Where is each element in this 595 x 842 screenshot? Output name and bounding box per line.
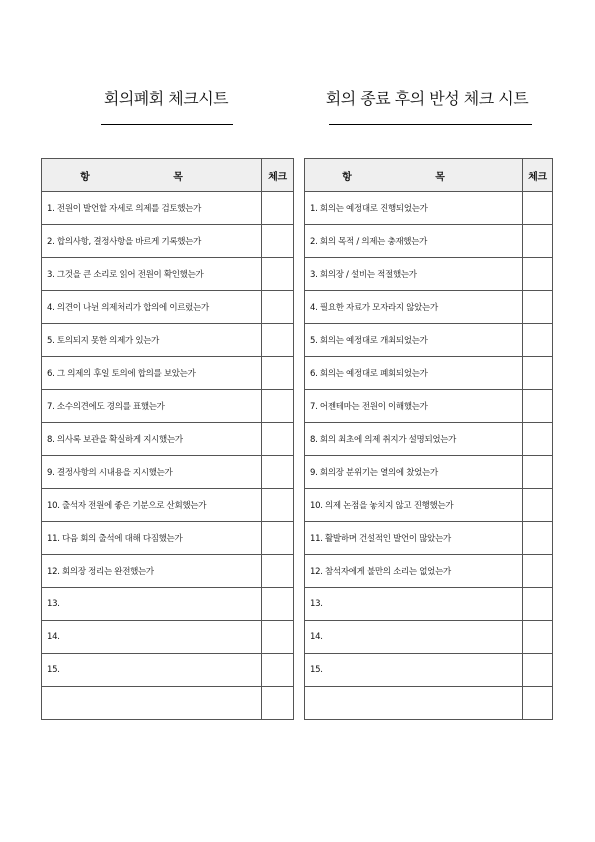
table-row [42,357,294,390]
checklist-item-text: 8. 의사록 보관을 확실하게 지시했는가 [42,423,262,456]
table-row [42,192,294,225]
check-cell[interactable] [523,324,553,357]
checklist-item-text: 9. 회의장 분위기는 열의에 찼었는가 [305,456,523,489]
table-row [42,324,294,357]
checklist-item-text [305,687,523,720]
table-row [305,489,553,522]
checklist-item-text: 5. 회의는 예정대로 개최되었는가 [305,324,523,357]
checklist-item-text: 11. 다음 회의 출석에 대해 다짐했는가 [42,522,262,555]
right-sheet-title: 회의 종료 후의 반성 체크 시트 [325,89,529,108]
table-row [42,654,294,687]
table-row [305,192,553,225]
table-row [42,522,294,555]
checklist-item-text: 14. [42,621,262,654]
right-checklist-table [304,158,553,720]
right-header-row [305,159,553,192]
table-row [305,522,553,555]
table-row [305,225,553,258]
check-cell[interactable] [262,357,294,390]
left-header-item: 항 목 [42,159,262,192]
table-row [305,291,553,324]
checklist-item-text [42,687,262,720]
right-header-item: 항 목 [305,159,523,192]
check-cell[interactable] [523,225,553,258]
right-title-underline [329,124,532,125]
check-cell[interactable] [262,621,294,654]
checklist-item-text: 10. 출석자 전원에 좋은 기분으로 산회했는가 [42,489,262,522]
table-row [305,423,553,456]
checklist-item-text: 3. 회의장 / 설비는 적절했는가 [305,258,523,291]
table-row [305,621,553,654]
table-row [42,555,294,588]
check-cell[interactable] [523,654,553,687]
check-cell[interactable] [262,192,294,225]
checklist-item-text: 6. 그 의제의 후일 토의에 합의를 보았는가 [42,357,262,390]
check-cell[interactable] [262,654,294,687]
check-cell[interactable] [523,522,553,555]
checklist-item-text: 1. 전원이 발언할 자세로 의제를 검토했는가 [42,192,262,225]
checklist-item-text: 15. [42,654,262,687]
checklist-item-text: 10. 의제 논점을 놓치지 않고 진행했는가 [305,489,523,522]
check-cell[interactable] [262,522,294,555]
checklist-item-text: 7. 소수의견에도 경의를 표했는가 [42,390,262,423]
check-cell[interactable] [523,588,553,621]
check-cell[interactable] [523,291,553,324]
checklist-item-text: 13. [42,588,262,621]
checklist-item-text: 1. 회의는 예정대로 진행되었는가 [305,192,523,225]
checklist-item-text: 2. 합의사항, 결정사항을 바르게 기록했는가 [42,225,262,258]
check-cell[interactable] [523,423,553,456]
table-row [305,687,553,720]
checklist-item-text: 14. [305,621,523,654]
table-row [305,324,553,357]
check-cell[interactable] [262,687,294,720]
checklist-item-text: 6. 회의는 예정대로 폐회되었는가 [305,357,523,390]
table-row [305,357,553,390]
checklist-item-text: 9. 결정사항의 시내용을 지시했는가 [42,456,262,489]
checklist-item-text: 12. 회의장 정리는 완전했는가 [42,555,262,588]
table-row [305,654,553,687]
left-sheet-title: 회의폐회 체크시트 [103,89,229,108]
check-cell[interactable] [262,456,294,489]
table-row [42,225,294,258]
check-cell[interactable] [523,621,553,654]
check-cell[interactable] [523,357,553,390]
table-row [42,258,294,291]
check-cell[interactable] [262,423,294,456]
table-row [305,390,553,423]
table-row [42,291,294,324]
check-cell[interactable] [523,258,553,291]
checklist-item-text: 13. [305,588,523,621]
checklist-item-text: 15. [305,654,523,687]
check-cell[interactable] [262,489,294,522]
checklist-item-text: 2. 회의 목적 / 의제는 충재했는가 [305,225,523,258]
check-cell[interactable] [262,291,294,324]
checklist-item-text: 12. 참석자에게 불만의 소리는 없었는가 [305,555,523,588]
checklist-item-text: 5. 토의되지 못한 의제가 있는가 [42,324,262,357]
left-header-row [42,159,294,192]
table-row [305,555,553,588]
check-cell[interactable] [523,456,553,489]
checklist-item-text: 11. 활발하며 건설적인 발언이 많았는가 [305,522,523,555]
check-cell[interactable] [523,555,553,588]
check-cell[interactable] [262,225,294,258]
check-cell[interactable] [523,687,553,720]
table-row [42,687,294,720]
table-row [42,390,294,423]
table-row [42,489,294,522]
checklist-item-text: 7. 어젠테마는 전원이 이해했는가 [305,390,523,423]
checklist-item-text: 4. 필요한 자료가 모자라지 않았는가 [305,291,523,324]
checklist-item-text: 8. 회의 최초에 의제 취지가 설명되었는가 [305,423,523,456]
check-cell[interactable] [523,390,553,423]
table-row [305,258,553,291]
checklist-item-text: 3. 그것을 큰 소리로 읽어 전원이 확인했는가 [42,258,262,291]
check-cell[interactable] [262,555,294,588]
check-cell[interactable] [262,324,294,357]
table-row [42,621,294,654]
left-header-check: 체크 [262,159,294,192]
table-row [42,423,294,456]
table-row [305,588,553,621]
table-row [42,456,294,489]
check-cell[interactable] [523,192,553,225]
check-cell[interactable] [262,588,294,621]
check-cell[interactable] [262,390,294,423]
table-row [305,456,553,489]
right-header-check: 체크 [523,159,553,192]
check-cell[interactable] [262,258,294,291]
table-row [42,588,294,621]
left-title-underline [101,124,233,125]
checklist-item-text: 4. 의견이 나뉜 의제처리가 합의에 이르렀는가 [42,291,262,324]
check-cell[interactable] [523,489,553,522]
left-checklist-table [41,158,294,720]
